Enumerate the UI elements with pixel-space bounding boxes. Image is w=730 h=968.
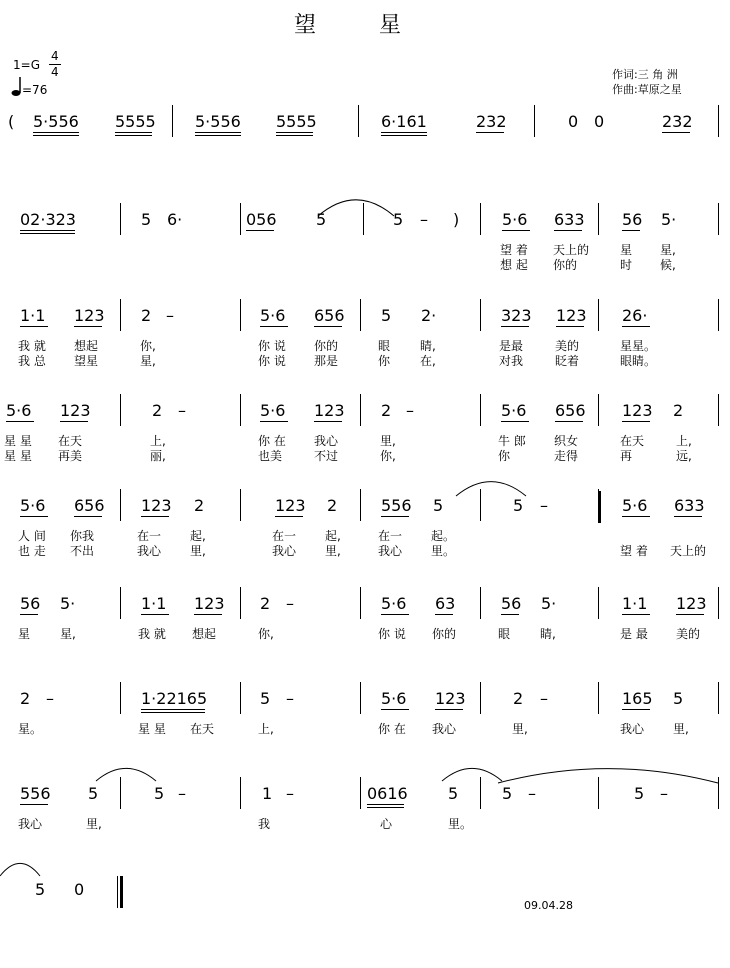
final-bar-thick bbox=[120, 876, 123, 908]
eighth-beam bbox=[6, 421, 34, 422]
lyric-line-1: 里。 bbox=[448, 817, 473, 831]
jianpu-note-group: ) bbox=[453, 210, 460, 229]
lyric-line-2: 里, bbox=[325, 544, 341, 558]
jianpu-note-group: – bbox=[286, 784, 294, 803]
eighth-beam bbox=[260, 326, 288, 327]
jianpu-note-group: 5 bbox=[513, 496, 524, 515]
jianpu-note-group: 1·1 bbox=[20, 306, 46, 325]
eighth-beam bbox=[554, 230, 582, 231]
eighth-beam bbox=[20, 516, 48, 517]
jianpu-note-group: – bbox=[166, 306, 174, 325]
jianpu-note-group: 2 bbox=[673, 401, 684, 420]
eighth-beam bbox=[662, 132, 690, 133]
jianpu-note-group: 56 bbox=[20, 594, 41, 613]
jianpu-note-group: 2 bbox=[20, 689, 31, 708]
slur-arc bbox=[442, 767, 502, 781]
bar-line bbox=[718, 105, 719, 137]
jianpu-note-group: 633 bbox=[674, 496, 705, 515]
eighth-beam bbox=[381, 132, 427, 133]
bar-line bbox=[718, 394, 719, 426]
lyric-line-2: 星, bbox=[140, 354, 156, 368]
sixteenth-beam bbox=[195, 135, 241, 136]
eighth-beam bbox=[74, 516, 102, 517]
lyric-line-1: 在一 bbox=[378, 529, 403, 543]
jianpu-note-group: 656 bbox=[74, 496, 105, 515]
eighth-beam bbox=[74, 326, 102, 327]
eighth-beam bbox=[381, 516, 409, 517]
jianpu-note-group: 5 bbox=[393, 210, 404, 229]
lyric-line-1: 里, bbox=[512, 722, 528, 736]
lyric-line-2: 候, bbox=[660, 258, 676, 272]
bar-line bbox=[172, 105, 173, 137]
lyric-line-1: 你我 bbox=[70, 529, 95, 543]
lyric-line-1: 望 着 bbox=[500, 243, 528, 257]
jianpu-note-group: 2 bbox=[260, 594, 271, 613]
lyric-line-1: 你 在 bbox=[378, 722, 406, 736]
lyric-line-1: 你 说 bbox=[258, 339, 286, 353]
jianpu-note-group: 1 bbox=[262, 784, 273, 803]
lyric-line-2: 里, bbox=[190, 544, 206, 558]
eighth-beam bbox=[622, 709, 650, 710]
jianpu-note-group: 656 bbox=[555, 401, 586, 420]
bar-line bbox=[120, 682, 121, 714]
eighth-beam bbox=[435, 709, 463, 710]
jianpu-note-group: – bbox=[540, 496, 548, 515]
lyric-line-2: 对我 bbox=[499, 354, 524, 368]
jianpu-note-group: 5 bbox=[141, 210, 152, 229]
bar-line bbox=[480, 777, 481, 809]
jianpu-note-group: 0 bbox=[594, 112, 605, 131]
jianpu-note-group: – bbox=[540, 689, 548, 708]
lyric-line-2: 你 bbox=[378, 354, 391, 368]
bar-line bbox=[120, 587, 121, 619]
lyric-line-2: 眼睛。 bbox=[620, 354, 657, 368]
song-title: 望 星 bbox=[294, 13, 429, 38]
lyric-line-2: 我 总 bbox=[18, 354, 46, 368]
eighth-beam bbox=[501, 614, 519, 615]
jianpu-note-group: – bbox=[528, 784, 536, 803]
jianpu-note-group: 5· bbox=[661, 210, 677, 229]
jianpu-note-group: 5 bbox=[154, 784, 165, 803]
lyric-line-1: 你 在 bbox=[258, 434, 286, 448]
bar-line bbox=[598, 394, 599, 426]
eighth-beam bbox=[141, 709, 205, 710]
lyric-line-2: 眨着 bbox=[555, 354, 580, 368]
eighth-beam bbox=[20, 804, 48, 805]
eighth-beam bbox=[501, 421, 529, 422]
jianpu-note-group: 5·556 bbox=[195, 112, 241, 131]
lyric-line-1: 心 bbox=[380, 817, 393, 831]
lyric-line-1: 上, bbox=[258, 722, 274, 736]
lyric-line-1: 起。 bbox=[431, 529, 456, 543]
sixteenth-beam bbox=[141, 712, 205, 713]
jianpu-note-group: 556 bbox=[381, 496, 412, 515]
jianpu-note-group: 5·6 bbox=[381, 594, 407, 613]
jianpu-note-group: 5 bbox=[433, 496, 444, 515]
bar-line bbox=[240, 682, 241, 714]
lyric-line-1: 里, bbox=[86, 817, 102, 831]
jianpu-note-group: 5·6 bbox=[6, 401, 32, 420]
jianpu-note-group: 5·6 bbox=[260, 401, 286, 420]
bar-line bbox=[240, 203, 241, 235]
lyric-line-1: 在一 bbox=[137, 529, 162, 543]
jianpu-note-group: 56 bbox=[501, 594, 522, 613]
lyric-line-2: 我心 bbox=[378, 544, 403, 558]
lyric-line-1: 人 间 bbox=[18, 529, 46, 543]
bar-line bbox=[240, 777, 241, 809]
sixteenth-beam bbox=[115, 135, 152, 136]
lyric-line-1: 星 星 bbox=[4, 434, 32, 448]
lyric-line-1: 里, bbox=[380, 434, 396, 448]
eighth-beam bbox=[33, 132, 79, 133]
eighth-beam bbox=[60, 421, 88, 422]
eighth-beam bbox=[246, 230, 274, 231]
lyric-line-1: 星 bbox=[18, 627, 31, 641]
bar-line bbox=[120, 489, 121, 521]
jianpu-note-group: 123 bbox=[676, 594, 707, 613]
jianpu-note-group: 5·6 bbox=[502, 210, 528, 229]
jianpu-note-group: 2 bbox=[327, 496, 338, 515]
jianpu-note-group: 1·22165 bbox=[141, 689, 208, 708]
key-signature: 1=G bbox=[13, 58, 40, 72]
bar-line bbox=[718, 203, 719, 235]
jianpu-note-group: 63 bbox=[435, 594, 456, 613]
jianpu-note-group: 5·6 bbox=[622, 496, 648, 515]
jianpu-note-group: 5 bbox=[502, 784, 513, 803]
eighth-beam bbox=[276, 132, 313, 133]
eighth-beam bbox=[314, 421, 342, 422]
jianpu-note-group: 5·6 bbox=[381, 689, 407, 708]
lyric-line-2: 远, bbox=[676, 449, 692, 463]
jianpu-note-group: 5·556 bbox=[33, 112, 79, 131]
jianpu-note-group: 5555 bbox=[115, 112, 156, 131]
lyric-line-1: 星 bbox=[620, 243, 633, 257]
lyric-line-1: 在天 bbox=[190, 722, 215, 736]
lyric-line-2: 再美 bbox=[58, 449, 83, 463]
jianpu-note-group: 5· bbox=[541, 594, 557, 613]
eighth-beam bbox=[367, 804, 404, 805]
jianpu-note-group: 123 bbox=[556, 306, 587, 325]
sixteenth-beam bbox=[367, 807, 404, 808]
eighth-beam bbox=[676, 614, 704, 615]
eighth-beam bbox=[141, 614, 169, 615]
jianpu-note-group: 656 bbox=[314, 306, 345, 325]
lyric-line-1: 我 就 bbox=[18, 339, 46, 353]
jianpu-note-group: 556 bbox=[20, 784, 51, 803]
jianpu-note-group: 056 bbox=[246, 210, 277, 229]
lyric-line-1: 上, bbox=[676, 434, 692, 448]
eighth-beam bbox=[314, 326, 342, 327]
lyric-line-1: 我心 bbox=[18, 817, 43, 831]
eighth-beam bbox=[502, 230, 530, 231]
jianpu-note-group: – bbox=[46, 689, 54, 708]
lyric-line-2: 天上的 bbox=[670, 544, 707, 558]
lyric-line-2: 你 bbox=[498, 449, 511, 463]
jianpu-note-group: 323 bbox=[501, 306, 532, 325]
bar-line bbox=[598, 587, 599, 619]
lyric-line-1: 我心 bbox=[432, 722, 457, 736]
lyric-line-1: 星, bbox=[660, 243, 676, 257]
jianpu-note-group: 5 bbox=[88, 784, 99, 803]
lyric-line-2: 再 bbox=[620, 449, 633, 463]
lyric-line-2: 走得 bbox=[554, 449, 579, 463]
jianpu-note-group: 5 bbox=[316, 210, 327, 229]
repeat-bar bbox=[598, 491, 601, 523]
jianpu-note-group: 02·323 bbox=[20, 210, 76, 229]
eighth-beam bbox=[20, 230, 75, 231]
lyric-line-1: 星星。 bbox=[620, 339, 657, 353]
lyric-line-2: 望星 bbox=[74, 354, 99, 368]
jianpu-note-group: 2 bbox=[194, 496, 205, 515]
jianpu-note-group: 1·1 bbox=[141, 594, 167, 613]
tempo-value: =76 bbox=[22, 83, 48, 97]
jianpu-note-group: 2· bbox=[421, 306, 437, 325]
lyric-line-2: 你的 bbox=[553, 258, 578, 272]
eighth-beam bbox=[275, 516, 303, 517]
bar-line bbox=[120, 203, 121, 235]
slur-arc bbox=[0, 862, 40, 876]
lyric-line-2: 我心 bbox=[137, 544, 162, 558]
slur-arc bbox=[318, 198, 394, 216]
eighth-beam bbox=[260, 421, 288, 422]
lyric-line-2: 里。 bbox=[431, 544, 456, 558]
jianpu-note-group: – bbox=[286, 689, 294, 708]
bar-line bbox=[360, 394, 361, 426]
jianpu-note-group: 0 bbox=[568, 112, 579, 131]
jianpu-note-group: 5 bbox=[260, 689, 271, 708]
lyric-line-1: 起, bbox=[190, 529, 206, 543]
bar-line bbox=[534, 105, 535, 137]
lyric-line-1: 想起 bbox=[192, 627, 217, 641]
eighth-beam bbox=[141, 516, 169, 517]
jianpu-note-group: 232 bbox=[476, 112, 507, 131]
bar-line bbox=[598, 299, 599, 331]
jianpu-note-group: 2 bbox=[513, 689, 524, 708]
lyric-line-1: 里, bbox=[673, 722, 689, 736]
lyric-line-2: 也 走 bbox=[18, 544, 46, 558]
time-sig-denominator: 4 bbox=[51, 65, 59, 79]
jianpu-note-group: – bbox=[660, 784, 668, 803]
eighth-beam bbox=[194, 614, 222, 615]
bar-line bbox=[718, 299, 719, 331]
jianpu-note-group: 5 bbox=[381, 306, 392, 325]
jianpu-note-group: 123 bbox=[275, 496, 306, 515]
eighth-beam bbox=[435, 614, 453, 615]
lyric-line-2: 你, bbox=[380, 449, 396, 463]
jianpu-note-group: 123 bbox=[314, 401, 345, 420]
jianpu-note-group: 165 bbox=[622, 689, 653, 708]
bar-line bbox=[360, 682, 361, 714]
lyric-line-1: 我心 bbox=[620, 722, 645, 736]
bar-line bbox=[598, 682, 599, 714]
composer-credit: 作曲:草原之星 bbox=[612, 83, 682, 96]
lyricist-credit: 作词:三 角 洲 bbox=[612, 68, 678, 81]
bar-line bbox=[240, 489, 241, 521]
lyric-line-2: 在, bbox=[420, 354, 436, 368]
eighth-beam bbox=[195, 132, 241, 133]
lyric-line-1: 你的 bbox=[314, 339, 339, 353]
jianpu-note-group: 123 bbox=[141, 496, 172, 515]
lyric-line-2: 星 星 bbox=[4, 449, 32, 463]
lyric-line-1: 我心 bbox=[314, 434, 339, 448]
jianpu-note-group: 26· bbox=[622, 306, 648, 325]
lyric-line-2: 不过 bbox=[314, 449, 339, 463]
sixteenth-beam bbox=[33, 135, 79, 136]
jianpu-note-group: 5 bbox=[673, 689, 684, 708]
lyric-line-2: 想 起 bbox=[500, 258, 528, 272]
bar-line bbox=[480, 682, 481, 714]
bar-line bbox=[718, 682, 719, 714]
jianpu-note-group: – bbox=[420, 210, 428, 229]
jianpu-note-group: 2 bbox=[381, 401, 392, 420]
jianpu-note-group: 2 bbox=[141, 306, 152, 325]
jianpu-note-group: 5 bbox=[35, 880, 46, 899]
slur-arc bbox=[498, 767, 718, 783]
bar-line bbox=[120, 299, 121, 331]
lyric-line-2: 望 着 bbox=[620, 544, 648, 558]
sixteenth-beam bbox=[20, 233, 75, 234]
jianpu-note-group: – bbox=[178, 784, 186, 803]
eighth-beam bbox=[115, 132, 152, 133]
lyric-line-1: 在天 bbox=[620, 434, 645, 448]
lyric-line-1: 你的 bbox=[432, 627, 457, 641]
bar-line bbox=[120, 394, 121, 426]
bar-line bbox=[598, 203, 599, 235]
jianpu-note-group: 123 bbox=[622, 401, 653, 420]
bar-line bbox=[358, 105, 359, 137]
lyric-line-1: 睛, bbox=[540, 627, 556, 641]
jianpu-note-group: 6· bbox=[167, 210, 183, 229]
bar-line bbox=[480, 394, 481, 426]
jianpu-note-group: 5· bbox=[60, 594, 76, 613]
slur-arc bbox=[96, 767, 156, 781]
lyric-line-1: 星, bbox=[60, 627, 76, 641]
jianpu-note-group: 5·6 bbox=[501, 401, 527, 420]
slur-arc bbox=[456, 480, 526, 496]
eighth-beam bbox=[622, 326, 650, 327]
lyric-line-1: 美的 bbox=[676, 627, 701, 641]
eighth-beam bbox=[622, 230, 640, 231]
jianpu-note-group: 123 bbox=[194, 594, 225, 613]
jianpu-note-group: 5 bbox=[448, 784, 459, 803]
lyric-line-1: 睛, bbox=[420, 339, 436, 353]
jianpu-note-group: 0616 bbox=[367, 784, 408, 803]
lyric-line-1: 美的 bbox=[555, 339, 580, 353]
lyric-line-1: 在一 bbox=[272, 529, 297, 543]
eighth-beam bbox=[555, 421, 583, 422]
bar-line bbox=[718, 587, 719, 619]
bar-line bbox=[360, 587, 361, 619]
lyric-line-1: 你, bbox=[140, 339, 156, 353]
eighth-beam bbox=[622, 614, 650, 615]
lyric-line-1: 起, bbox=[325, 529, 341, 543]
jianpu-note-group: 232 bbox=[662, 112, 693, 131]
eighth-beam bbox=[501, 326, 529, 327]
eighth-beam bbox=[381, 709, 409, 710]
lyric-line-2: 时 bbox=[620, 258, 633, 272]
lyric-line-1: 你 说 bbox=[378, 627, 406, 641]
jianpu-note-group: 56 bbox=[622, 210, 643, 229]
lyric-line-1: 上, bbox=[150, 434, 166, 448]
bar-line bbox=[480, 203, 481, 235]
bar-line bbox=[718, 777, 719, 809]
lyric-line-1: 眼 bbox=[378, 339, 391, 353]
bar-line bbox=[240, 394, 241, 426]
jianpu-note-group: 123 bbox=[60, 401, 91, 420]
lyric-line-1: 眼 bbox=[498, 627, 511, 641]
lyric-line-2: 那是 bbox=[314, 354, 339, 368]
lyric-line-1: 是 最 bbox=[620, 627, 648, 641]
jianpu-note-group: 6·161 bbox=[381, 112, 427, 131]
jianpu-note-group: 633 bbox=[554, 210, 585, 229]
jianpu-note-group: 2 bbox=[152, 401, 163, 420]
jianpu-note-group: – bbox=[178, 401, 186, 420]
bar-line bbox=[120, 777, 121, 809]
jianpu-note-group: 123 bbox=[435, 689, 466, 708]
lyric-line-2: 你 说 bbox=[258, 354, 286, 368]
bar-line bbox=[360, 489, 361, 521]
sixteenth-beam bbox=[276, 135, 313, 136]
eighth-beam bbox=[622, 421, 650, 422]
jianpu-note-group: 0 bbox=[74, 880, 85, 899]
lyric-line-1: 是最 bbox=[499, 339, 524, 353]
eighth-beam bbox=[381, 614, 409, 615]
bar-line bbox=[480, 299, 481, 331]
jianpu-note-group: – bbox=[406, 401, 414, 420]
lyric-line-1: 牛 郎 bbox=[498, 434, 526, 448]
sixteenth-beam bbox=[381, 135, 427, 136]
lyric-line-1: 星。 bbox=[18, 722, 43, 736]
lyric-line-1: 在天 bbox=[58, 434, 83, 448]
time-sig-numerator: 4 bbox=[51, 49, 59, 63]
lyric-line-1: 织女 bbox=[554, 434, 579, 448]
lyric-line-1: 天上的 bbox=[553, 243, 590, 257]
bar-line bbox=[360, 777, 361, 809]
lyric-line-1: 我 就 bbox=[138, 627, 166, 641]
lyric-line-2: 丽, bbox=[150, 449, 166, 463]
lyric-line-1: 星 星 bbox=[138, 722, 166, 736]
eighth-beam bbox=[20, 326, 48, 327]
jianpu-note-group: 5·6 bbox=[260, 306, 286, 325]
bar-line bbox=[240, 299, 241, 331]
final-bar-thin bbox=[117, 876, 118, 908]
date-stamp: 09.04.28 bbox=[524, 899, 573, 912]
jianpu-note-group: ( bbox=[8, 112, 15, 131]
jianpu-note-group: 5·6 bbox=[20, 496, 46, 515]
eighth-beam bbox=[20, 614, 38, 615]
lyric-line-2: 也美 bbox=[258, 449, 283, 463]
bar-line bbox=[360, 299, 361, 331]
lyric-line-2: 不出 bbox=[70, 544, 95, 558]
bar-line bbox=[480, 587, 481, 619]
eighth-beam bbox=[556, 326, 584, 327]
lyric-line-1: 你, bbox=[258, 627, 274, 641]
jianpu-note-group: 5 bbox=[634, 784, 645, 803]
jianpu-note-group: 5555 bbox=[276, 112, 317, 131]
lyric-line-2: 我心 bbox=[272, 544, 297, 558]
lyric-line-1: 想起 bbox=[74, 339, 99, 353]
eighth-beam bbox=[622, 516, 650, 517]
bar-line bbox=[240, 587, 241, 619]
jianpu-note-group: – bbox=[286, 594, 294, 613]
jianpu-note-group: 123 bbox=[74, 306, 105, 325]
lyric-line-1: 我 bbox=[258, 817, 271, 831]
jianpu-note-group: 1·1 bbox=[622, 594, 648, 613]
eighth-beam bbox=[476, 132, 504, 133]
eighth-beam bbox=[674, 516, 702, 517]
